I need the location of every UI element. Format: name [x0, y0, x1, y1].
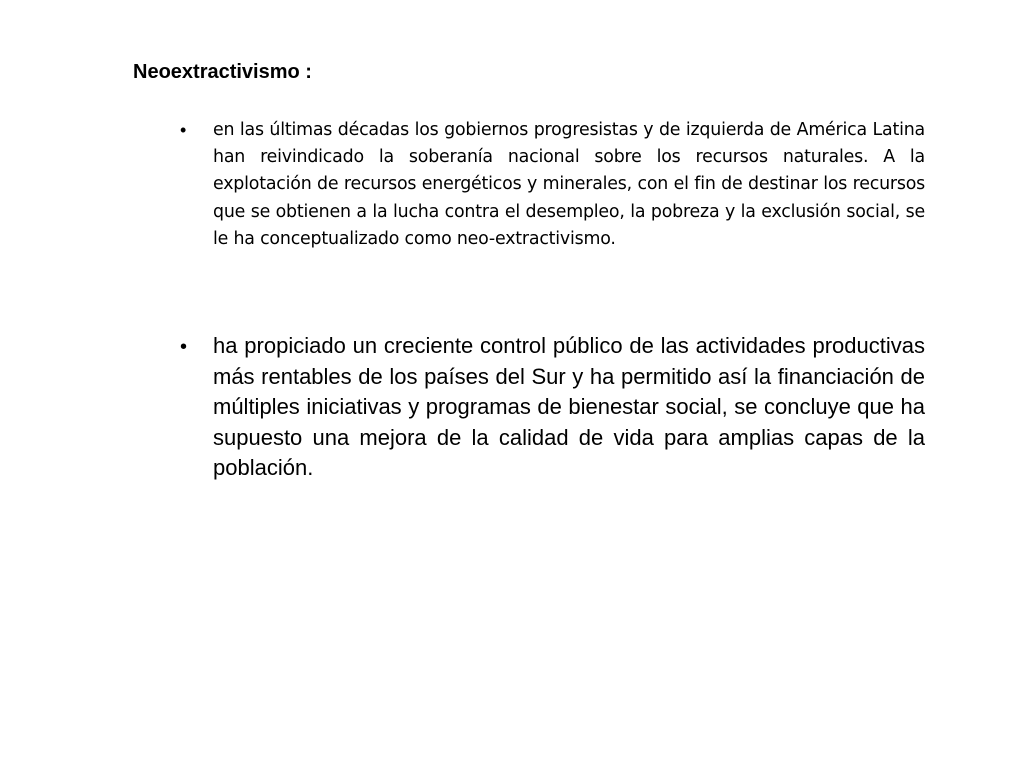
bullet-text: ha propiciado un creciente control público de las actividades productivas más rentables de los países del Sur y ha permitido así la financiación de múltiples iniciativas y programas de bienestar social, se concluye que ha supuesto una mejora de la calidad de vida para amplias capas de la población.: [213, 333, 925, 481]
bullet-item-public-control: [180, 331, 925, 484]
bullet-marker: •: [180, 336, 188, 358]
bullet-text: en las últimas décadas los gobiernos progresistas y de izquierda de América Latina han reivindicado la soberanía nacional sobre los recursos naturales. A la explotación de recursos energéticos y minerales, con el fin de destinar los recursos que se obtienen a la lucha contra el desempleo, la pobreza y la exclusión social, se le ha conceptualizado como neo-extractivismo.: [213, 120, 925, 249]
slide-title: Neoextractivismo :: [133, 61, 312, 83]
bullet-marker: •: [180, 120, 187, 140]
bullet-item-neoextractivism-definition: [180, 117, 925, 253]
